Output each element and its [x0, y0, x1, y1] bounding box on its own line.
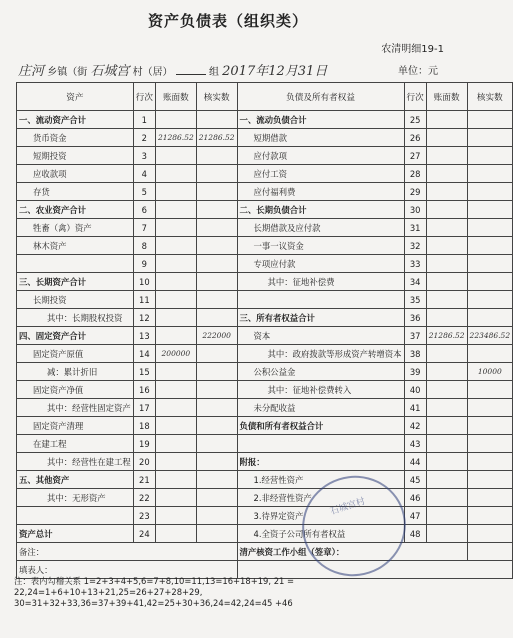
filler-label: 填表人： [17, 561, 238, 579]
row2-cell: 41 [404, 399, 426, 417]
book2-cell [426, 201, 467, 219]
verified2-cell [467, 489, 513, 507]
verified2-cell [467, 237, 513, 255]
asset-cell: 一、流动资产合计 [17, 111, 134, 129]
row2-cell: 34 [404, 273, 426, 291]
verified2-cell [467, 453, 513, 471]
liab-cell: 3.待界定资产 [237, 507, 404, 525]
verified2-cell [467, 417, 513, 435]
table-row [17, 291, 513, 309]
verified-cell [196, 381, 237, 399]
asset-cell: 其中：长期股权投资 [17, 309, 134, 327]
verified-cell [196, 435, 237, 453]
table-row [17, 399, 513, 417]
row-cell: 1 [133, 111, 155, 129]
verified2-cell [467, 183, 513, 201]
verified2-cell [467, 111, 513, 129]
row2-cell: 29 [404, 183, 426, 201]
verified-cell: 21286.52 [196, 129, 237, 147]
verified2-cell: 10000 [467, 363, 513, 381]
asset-cell [17, 507, 134, 525]
village-handwritten: 石城宫 [90, 64, 130, 79]
village-label: 村（居） [132, 67, 173, 78]
book-cell [155, 291, 196, 309]
asset-cell: 五、其他资产 [17, 471, 134, 489]
table-row [17, 183, 513, 201]
asset-cell: 资产总计 [17, 525, 134, 543]
row-cell: 14 [133, 345, 155, 363]
group-label: 组 [208, 67, 219, 78]
township-handwritten: 庄河 [18, 64, 45, 79]
book-cell [155, 219, 196, 237]
asset-cell: 长期投资 [17, 291, 134, 309]
row-cell: 13 [133, 327, 155, 345]
row-cell: 2 [133, 129, 155, 147]
book-cell [155, 309, 196, 327]
row2-cell: 37 [404, 327, 426, 345]
asset-cell: 应收款项 [17, 165, 134, 183]
row2-cell: 33 [404, 255, 426, 273]
liab-cell: 二、长期负债合计 [237, 201, 404, 219]
table-row [17, 111, 513, 129]
row2-cell: 43 [404, 435, 426, 453]
book-cell [155, 435, 196, 453]
table-row [17, 489, 513, 507]
liab-cell: 1.经营性资产 [237, 471, 404, 489]
row-cell: 8 [133, 237, 155, 255]
liab-cell: 短期借款 [237, 129, 404, 147]
verified-cell: 222000 [196, 327, 237, 345]
verified-cell [196, 471, 237, 489]
liab-cell: 附报： [237, 453, 404, 471]
book-cell [155, 237, 196, 255]
row-cell: 6 [133, 201, 155, 219]
verified2-cell [467, 435, 513, 453]
book2-cell [426, 417, 467, 435]
table-row [17, 327, 513, 345]
row2-cell: 28 [404, 165, 426, 183]
row2-cell: 36 [404, 309, 426, 327]
asset-cell: 其中：经营性固定资产 [17, 399, 134, 417]
table-row [17, 309, 513, 327]
book-cell [155, 165, 196, 183]
book-cell [155, 399, 196, 417]
col-verified: 核实数 [196, 83, 237, 111]
asset-cell: 其中：无形资产 [17, 489, 134, 507]
table-row [17, 507, 513, 525]
verified-cell [196, 507, 237, 525]
liab-cell: 应付工资 [237, 165, 404, 183]
book2-cell [426, 129, 467, 147]
table-row [17, 201, 513, 219]
liab-cell: 负债和所有者权益合计 [237, 417, 404, 435]
book2-cell [426, 489, 467, 507]
balance-sheet-table [16, 82, 513, 579]
book-cell: 200000 [155, 345, 196, 363]
verified-cell [196, 291, 237, 309]
book2-cell [426, 399, 467, 417]
col-liab: 负债及所有者权益 [237, 83, 404, 111]
liab-cell: 其中：征地补偿费 [237, 273, 404, 291]
col-verified2: 核实数 [467, 83, 513, 111]
verified2-cell [467, 507, 513, 525]
verified2-cell [467, 525, 513, 543]
col-book2: 账面数 [426, 83, 467, 111]
verified2-cell [467, 201, 513, 219]
verified-cell [196, 525, 237, 543]
liab-cell [237, 435, 404, 453]
row-cell: 17 [133, 399, 155, 417]
table-row [17, 435, 513, 453]
asset-cell: 固定资产清理 [17, 417, 134, 435]
book-cell [155, 471, 196, 489]
verified2-cell: 223486.52 [467, 327, 513, 345]
verified-cell [196, 417, 237, 435]
col-book: 账面数 [155, 83, 196, 111]
row-cell: 3 [133, 147, 155, 165]
book-cell [155, 255, 196, 273]
row2-cell: 35 [404, 291, 426, 309]
report-title: 资产负债表（组织类） [147, 12, 308, 30]
book-cell [155, 201, 196, 219]
table-row [17, 129, 513, 147]
verified2-cell [467, 399, 513, 417]
book-cell [155, 417, 196, 435]
footnote [14, 576, 456, 609]
row-cell: 5 [133, 183, 155, 201]
row2-cell: 44 [404, 453, 426, 471]
book-cell [155, 489, 196, 507]
table-row [17, 255, 513, 273]
book-cell [155, 147, 196, 165]
row2-cell: 32 [404, 237, 426, 255]
book2-cell: 21286.52 [426, 327, 467, 345]
row-cell: 7 [133, 219, 155, 237]
verified2-cell [467, 129, 513, 147]
row2-cell: 38 [404, 345, 426, 363]
verified-cell [196, 147, 237, 165]
footnote-line-1: 注：表内勾稽关系 1=2+3+4+5,6=7+8,10=11,13=16+18+19, 21 = 22,24=1+6+10+13+21,25=26+27+28+29, [14, 576, 295, 597]
verified-cell [196, 345, 237, 363]
verified2-cell [467, 291, 513, 309]
verified-cell [196, 219, 237, 237]
unit-label: 单位：元 [398, 66, 438, 77]
row2-cell: 45 [404, 471, 426, 489]
verified-cell [196, 183, 237, 201]
row-cell: 24 [133, 525, 155, 543]
book2-cell [426, 435, 467, 453]
asset-cell: 固定资产原值 [17, 345, 134, 363]
row2-cell: 48 [404, 525, 426, 543]
table-row [17, 147, 513, 165]
asset-cell: 其中：经营性在建工程 [17, 453, 134, 471]
liab-cell: 长期借款及应付款 [237, 219, 404, 237]
verified2-cell [467, 147, 513, 165]
asset-cell: 三、长期资产合计 [17, 273, 134, 291]
row2-cell: 26 [404, 129, 426, 147]
asset-cell [17, 255, 134, 273]
liab-cell: 一、流动负债合计 [237, 111, 404, 129]
verified-cell [196, 363, 237, 381]
book2-cell [426, 255, 467, 273]
table-row [17, 165, 513, 183]
asset-cell: 林木资产 [17, 237, 134, 255]
book-cell [155, 381, 196, 399]
row2-cell: 40 [404, 381, 426, 399]
township-label: 乡镇（街 [47, 67, 88, 78]
verified2-cell [467, 165, 513, 183]
row-cell: 15 [133, 363, 155, 381]
asset-cell: 存货 [17, 183, 134, 201]
asset-cell: 固定资产净值 [17, 381, 134, 399]
table-row [17, 273, 513, 291]
verified-cell [196, 489, 237, 507]
liab-cell: 2.非经营性资产 [237, 489, 404, 507]
asset-cell: 短期投资 [17, 147, 134, 165]
row2-cell: 30 [404, 201, 426, 219]
seal-text: 石城宫村 [329, 496, 367, 518]
location-line [18, 60, 443, 79]
row-cell: 12 [133, 309, 155, 327]
table-header-row [17, 83, 513, 111]
book2-cell [426, 507, 467, 525]
verified2-cell [467, 255, 513, 273]
verified-cell [196, 111, 237, 129]
row-cell: 20 [133, 453, 155, 471]
book2-cell [426, 273, 467, 291]
table-row [17, 525, 513, 543]
row-cell: 9 [133, 255, 155, 273]
remarks-label: 备注： [17, 543, 238, 561]
row-cell: 18 [133, 417, 155, 435]
book2-cell [426, 291, 467, 309]
row-cell: 11 [133, 291, 155, 309]
table-row [17, 219, 513, 237]
book2-cell [426, 453, 467, 471]
row2-cell: 42 [404, 417, 426, 435]
verified-cell [196, 309, 237, 327]
liab-cell: 应付福利费 [237, 183, 404, 201]
verified2-cell [467, 273, 513, 291]
row2-cell: 31 [404, 219, 426, 237]
table-row [17, 381, 513, 399]
report-date: 2017年12月31日 [222, 64, 328, 79]
asset-cell: 二、农业资产合计 [17, 201, 134, 219]
asset-cell: 牲畜（禽）资产 [17, 219, 134, 237]
asset-cell: 货币资金 [17, 129, 134, 147]
asset-cell: 减：累计折旧 [17, 363, 134, 381]
verified-cell [196, 237, 237, 255]
liab-cell: 专项应付款 [237, 255, 404, 273]
book2-cell [426, 147, 467, 165]
book2-cell [426, 471, 467, 489]
verified-cell [196, 255, 237, 273]
book2-cell [426, 345, 467, 363]
col-asset: 资产 [17, 83, 134, 111]
verified-cell [196, 201, 237, 219]
book2-cell [426, 381, 467, 399]
liab-cell: 三、所有者权益合计 [237, 309, 404, 327]
book-cell [155, 363, 196, 381]
liab-cell: 应付款项 [237, 147, 404, 165]
liab-cell: 资本 [237, 327, 404, 345]
book-cell [155, 183, 196, 201]
verified2-cell [467, 471, 513, 489]
book2-cell [426, 165, 467, 183]
book-cell [155, 507, 196, 525]
book-cell [155, 453, 196, 471]
verified2-cell [467, 381, 513, 399]
row-cell: 16 [133, 381, 155, 399]
book-cell [155, 111, 196, 129]
verified-cell [196, 399, 237, 417]
table-row [17, 363, 513, 381]
row-cell: 21 [133, 471, 155, 489]
asset-cell: 在建工程 [17, 435, 134, 453]
verified-cell [196, 165, 237, 183]
verified-cell [196, 273, 237, 291]
liab-cell: 其中：征地补偿费转入 [237, 381, 404, 399]
verified2-cell [467, 219, 513, 237]
book2-cell [426, 237, 467, 255]
verified2-cell [467, 309, 513, 327]
liab-cell: 一事一议资金 [237, 237, 404, 255]
book2-cell [426, 525, 467, 543]
remarks-row [17, 543, 513, 561]
col-row: 行次 [133, 83, 155, 111]
table-row [17, 417, 513, 435]
table-row [17, 237, 513, 255]
asset-cell: 四、固定资产合计 [17, 327, 134, 345]
row2-cell: 27 [404, 147, 426, 165]
liab-cell: 公积公益金 [237, 363, 404, 381]
footnote-line-2: 30=31+32+33,36=37+39+41,42=25+30+36,24=42,24=45 +46 [14, 598, 293, 608]
book2-cell [426, 183, 467, 201]
book2-cell [426, 219, 467, 237]
row2-cell: 39 [404, 363, 426, 381]
verified2-cell [467, 345, 513, 363]
row-cell: 22 [133, 489, 155, 507]
liab-cell [237, 291, 404, 309]
row2-cell: 25 [404, 111, 426, 129]
book2-cell [426, 309, 467, 327]
table-row [17, 453, 513, 471]
row-cell: 23 [133, 507, 155, 525]
table-row [17, 471, 513, 489]
table-row [17, 345, 513, 363]
book-cell [155, 273, 196, 291]
book-cell: 21286.52 [155, 129, 196, 147]
liab-cell: 未分配收益 [237, 399, 404, 417]
book2-cell [426, 111, 467, 129]
col-row2: 行次 [404, 83, 426, 111]
verified-cell [196, 453, 237, 471]
form-code: 农清明细19-1 [381, 44, 444, 55]
row2-cell: 46 [404, 489, 426, 507]
row-cell: 19 [133, 435, 155, 453]
book-cell [155, 525, 196, 543]
book2-cell [426, 363, 467, 381]
team-sign-label: 清产核资工作小组（签章）： [237, 543, 467, 561]
row2-cell: 47 [404, 507, 426, 525]
liab-cell: 其中：政府拨款等形成资产转增资本 [237, 345, 404, 363]
liab-cell: 4.全资子公司所有者权益 [237, 525, 404, 543]
book-cell [155, 327, 196, 345]
row-cell: 4 [133, 165, 155, 183]
row-cell: 10 [133, 273, 155, 291]
